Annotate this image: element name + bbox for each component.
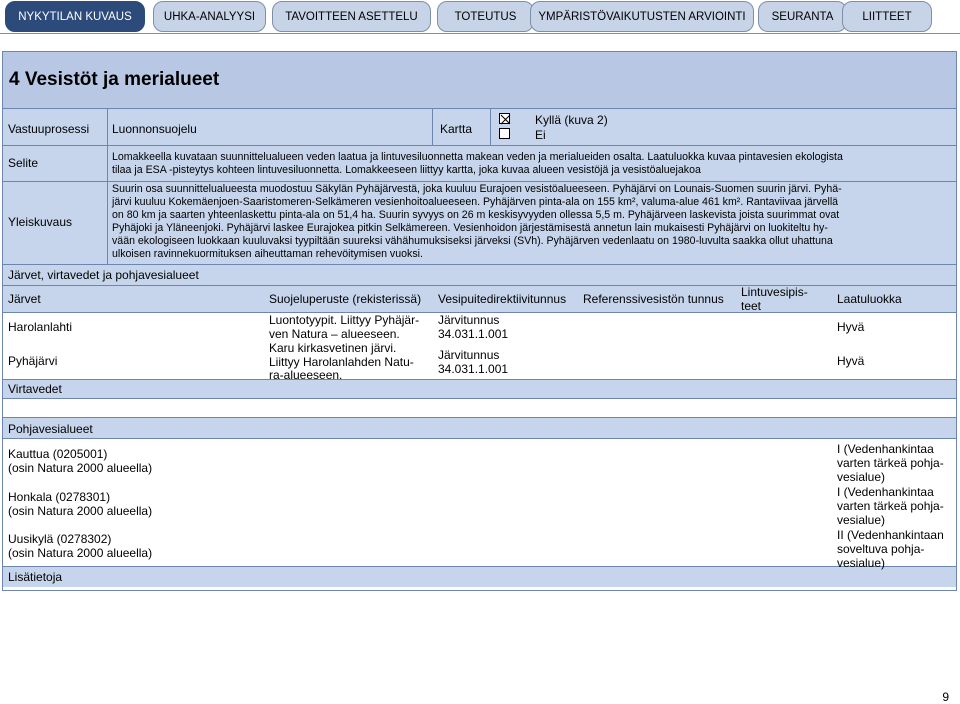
rule: [432, 109, 433, 145]
pohjavesialueet-band: [3, 418, 956, 438]
lisatietoja-band: [3, 567, 956, 587]
column-header-lintuvesipisteet: Lintuvesipis-: [741, 285, 808, 299]
top-navigation: [0, 0, 960, 34]
groundwater-class-line: soveltuva pohja-: [837, 542, 925, 556]
rule: [3, 145, 956, 146]
lake-protection-line: Luontotyypit. Liittyy Pyhäjär-: [269, 313, 420, 327]
groundwater-name-line: Kauttua (0205001): [8, 447, 108, 461]
rule: [3, 108, 956, 109]
rule: [3, 398, 956, 399]
groundwater-name-line: (osin Natura 2000 alueella): [8, 504, 153, 518]
column-header-laatuluokka: Laatuluokka: [837, 292, 902, 306]
rule: [3, 417, 956, 418]
column-header-lintuvesipisteet-cont: teet: [741, 299, 762, 313]
virtavedet-band: [3, 380, 956, 398]
lake-protection-line: Karu kirkasvetinen järvi.: [269, 341, 397, 355]
yleiskuvaus-text-line: ulkoisen ravinnekuormituksen aiheuttaman rehevöitymisen vuoksi.: [112, 248, 423, 260]
yleiskuvaus-text-line: Suurin osa suunnittelualueesta muodostuu Säkylän Pyhäjärvestä, joka kuuluu Eurajoen vesistöalueeseen. Pyhäjärvi on Lounais-Suomen suurin järvi. Pyhä-: [112, 183, 842, 195]
yleiskuvaus-text-line: vään ekologiseen luokkaan kuuluvaksi tyypiltään suureksi vähähumuksiseksi järveksi (SVh). Pyhäjärven vedenlaatu on 1980-luvulta saakka ollut uhattuna: [112, 235, 833, 247]
page-number: 9: [942, 690, 949, 704]
rule: [3, 264, 956, 265]
tab-nykytilan-kuvaus[interactable]: NYKYTILAN KUVAUS: [5, 1, 145, 32]
tab-tavoitteen-asettelu[interactable]: TAVOITTEEN ASETTELU: [272, 1, 431, 32]
map-label: Kartta: [440, 122, 473, 136]
tab-ymparistovaikutusten-arviointi[interactable]: YMPÄRISTÖVAIKUTUSTEN ARVIOINTI: [530, 1, 754, 32]
groundwater-class-line: I (Vedenhankintaa: [837, 442, 934, 456]
yleiskuvaus-text-line: järvi kuuluu Kokemäenjoen-Saaristomeren-Selkämeren vesienhoitoalueeseen. Pyhäjärven pinta-ala on 155 km², valuma-alue 461 km². Rantaviivaa järvellä: [112, 196, 839, 208]
lake-name: Pyhäjärvi: [8, 354, 58, 368]
rule: [3, 285, 956, 286]
rule: [107, 109, 108, 264]
selite-label: Selite: [8, 156, 39, 170]
groundwater-class-line: varten tärkeä pohja-: [837, 456, 944, 470]
groundwater-class-line: vesialue): [837, 556, 886, 570]
column-header-referenssi: Referenssivesistön tunnus: [583, 292, 724, 306]
groundwater-name-line: (osin Natura 2000 alueella): [8, 546, 153, 560]
map-yes-label: Kyllä (kuva 2): [535, 113, 608, 127]
lake-quality: Hyvä: [837, 354, 865, 368]
rule: [3, 181, 956, 182]
virtavedet-label: Virtavedet: [8, 382, 62, 396]
rule: [490, 109, 491, 145]
page-title: 4 Vesistöt ja merialueet: [9, 69, 220, 90]
lake-protection-line: ra-alueeseen.: [269, 368, 343, 382]
lake-protection-line: ven Natura – alueeseen.: [269, 327, 400, 341]
checkmark-x-icon: [500, 114, 511, 125]
rule: [3, 438, 956, 439]
groundwater-class-line: I (Vedenhankintaa: [837, 485, 934, 499]
map-no-label: Ei: [535, 128, 546, 142]
yleiskuvaus-text-line: Pyhäjoki ja Yläneenjoki. Pyhäjärvi laskee Eurajokea pitkin Selkämereen. Vesienhoidon järjestämisestä annetun lain mukaisesti Pyhäjärvi on luokiteltu hy-: [112, 222, 828, 234]
lake-vpd-line: 34.031.1.001: [438, 327, 509, 341]
lake-vpd-line: Järvitunnus: [438, 348, 500, 362]
column-header-suojeluperuste: Suojeluperuste (rekisterissä): [269, 292, 422, 306]
yleiskuvaus-label: Yleiskuvaus: [8, 215, 73, 229]
selite-text-line: tilaa ja ESA -pisteytys kohteen lintuvesiluonnetta. Lomakkeeseen liittyy kartta, joka kuvaa alueen vesistöjä ja vesistöaluejakoa: [112, 164, 701, 176]
tab-toteutus[interactable]: TOTEUTUS: [437, 1, 534, 32]
lake-vpd-line: 34.031.1.001: [438, 362, 509, 376]
pohjavesialueet-label: Pohjavesialueet: [8, 422, 93, 436]
groundwater-class-line: varten tärkeä pohja-: [837, 499, 944, 513]
groundwater-class-line: vesialue): [837, 513, 886, 527]
lake-protection-line: Liittyy Harolanlahden Natu-: [269, 355, 414, 369]
column-header-jarvet: Järvet: [8, 292, 41, 306]
groundwater-name-line: (osin Natura 2000 alueella): [8, 461, 153, 475]
lake-name: Harolanlahti: [8, 320, 73, 334]
map-no-checkbox[interactable]: [499, 128, 510, 139]
tab-uhka-analyysi[interactable]: UHKA-ANALYYSI: [153, 1, 266, 32]
map-yes-checkbox[interactable]: [499, 113, 510, 124]
lake-vpd-line: Järvitunnus: [438, 313, 500, 327]
nav-divider: [0, 33, 960, 34]
groundwater-class-line: II (Vedenhankintaan: [837, 528, 944, 542]
groundwater-class-line: vesialue): [837, 470, 886, 484]
groundwater-name-line: Uusikylä (0278302): [8, 532, 112, 546]
responsibility-value: Luonnonsuojelu: [112, 122, 197, 136]
tab-liitteet[interactable]: LIITTEET: [842, 1, 932, 32]
section-heading: Järvet, virtavedet ja pohjavesialueet: [8, 268, 199, 282]
lake-quality: Hyvä: [837, 320, 865, 334]
lisatietoja-label: Lisätietoja: [8, 570, 63, 584]
yleiskuvaus-text-line: on 80 km ja saarten yhteenlaskettu pinta-ala on 51,4 ha. Suurin syvyys on 26 m keskisyvyyden ollessa 5,5 m. Pyhäjärveen laskevista joista suurimmat ovat: [112, 209, 840, 221]
groundwater-name-line: Honkala (0278301): [8, 490, 111, 504]
rule: [3, 379, 956, 380]
column-header-vpd: Vesipuitedirektiivitunnus: [438, 292, 567, 306]
selite-text-line: Lomakkeella kuvataan suunnittelualueen veden laatua ja lintuvesiluonnetta makean veden ja merialueiden osalta. Laatuluokka kuvaa pintavesien ekologista: [112, 151, 843, 163]
responsibility-label: Vastuuprosessi: [8, 122, 90, 136]
tab-seuranta[interactable]: SEURANTA: [758, 1, 847, 32]
rule: [3, 566, 956, 567]
